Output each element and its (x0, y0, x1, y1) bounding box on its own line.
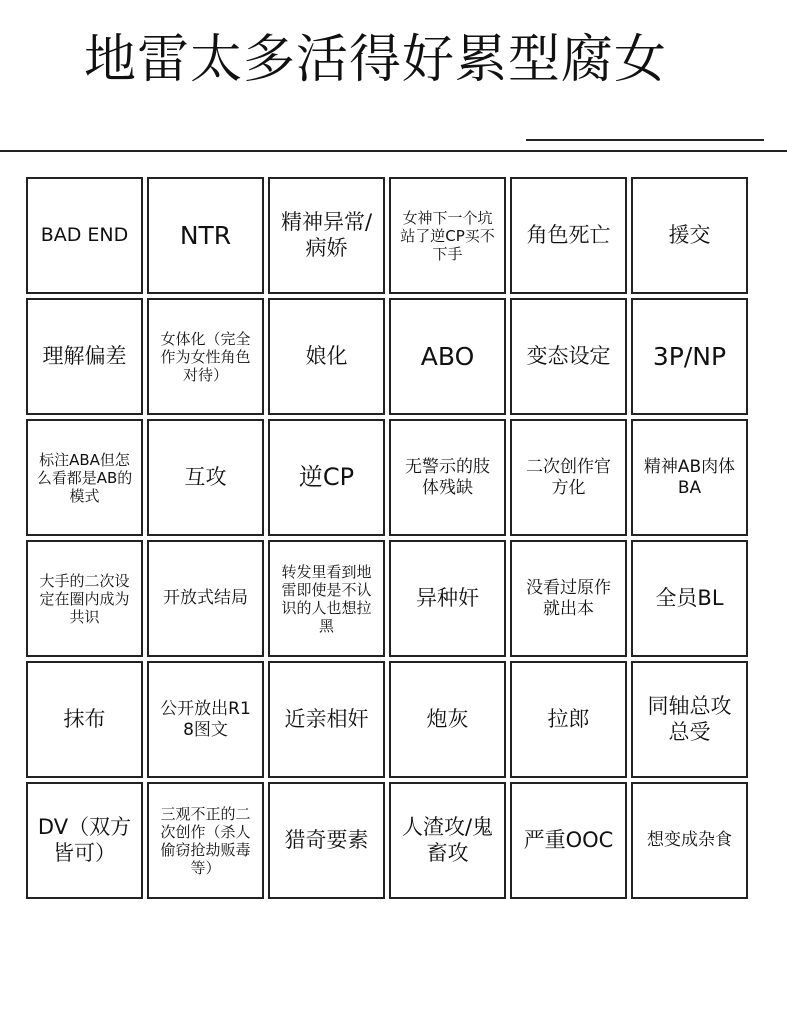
bingo-cell[interactable]: DV（双方皆可） (26, 782, 143, 899)
bingo-board (26, 177, 748, 899)
header-divider (0, 150, 787, 152)
bingo-cell[interactable]: 猎奇要素 (268, 782, 385, 899)
bingo-cell[interactable]: 标注ABA但怎么看都是AB的模式 (26, 419, 143, 536)
page-title: 地雷太多活得好累型腐女 (84, 30, 668, 90)
bingo-cell[interactable]: 精神AB肉体BA (631, 419, 748, 536)
bingo-cell[interactable]: 拉郎 (510, 661, 627, 778)
bingo-cell[interactable]: 理解偏差 (26, 298, 143, 415)
bingo-cell[interactable]: 二次创作官方化 (510, 419, 627, 536)
bingo-cell[interactable]: 同轴总攻总受 (631, 661, 748, 778)
bingo-cell[interactable]: ABO (389, 298, 506, 415)
bingo-cell[interactable]: 近亲相奸 (268, 661, 385, 778)
bingo-cell[interactable]: NTR (147, 177, 264, 294)
bingo-cell[interactable]: 炮灰 (389, 661, 506, 778)
bingo-cell[interactable]: 异种奸 (389, 540, 506, 657)
bingo-cell[interactable]: 女神下一个坑站了逆CP买不下手 (389, 177, 506, 294)
bingo-cell[interactable]: 3P/NP (631, 298, 748, 415)
bingo-cell[interactable]: 无警示的肢体残缺 (389, 419, 506, 536)
bingo-cell[interactable]: 抹布 (26, 661, 143, 778)
bingo-cell[interactable]: 角色死亡 (510, 177, 627, 294)
name-signature-line (526, 139, 764, 141)
bingo-cell[interactable]: 三观不正的二次创作（杀人偷窃抢劫贩毒等） (147, 782, 264, 899)
bingo-cell[interactable]: 没看过原作就出本 (510, 540, 627, 657)
bingo-cell[interactable]: 公开放出R18图文 (147, 661, 264, 778)
bingo-cell[interactable]: 大手的二次设定在圈内成为共识 (26, 540, 143, 657)
bingo-cell[interactable]: 开放式结局 (147, 540, 264, 657)
bingo-cell[interactable]: 想变成杂食 (631, 782, 748, 899)
bingo-cell[interactable]: 娘化 (268, 298, 385, 415)
bingo-cell[interactable]: BAD END (26, 177, 143, 294)
bingo-cell[interactable]: 转发里看到地雷即使是不认识的人也想拉黑 (268, 540, 385, 657)
bingo-cell[interactable]: 人渣攻/鬼畜攻 (389, 782, 506, 899)
bingo-cell[interactable]: 互攻 (147, 419, 264, 536)
bingo-cell[interactable]: 逆CP (268, 419, 385, 536)
bingo-cell[interactable]: 精神异常/病娇 (268, 177, 385, 294)
bingo-cell[interactable]: 全员BL (631, 540, 748, 657)
bingo-cell[interactable]: 女体化（完全作为女性角色对待） (147, 298, 264, 415)
bingo-cell[interactable]: 变态设定 (510, 298, 627, 415)
bingo-cell[interactable]: 援交 (631, 177, 748, 294)
bingo-cell[interactable]: 严重OOC (510, 782, 627, 899)
